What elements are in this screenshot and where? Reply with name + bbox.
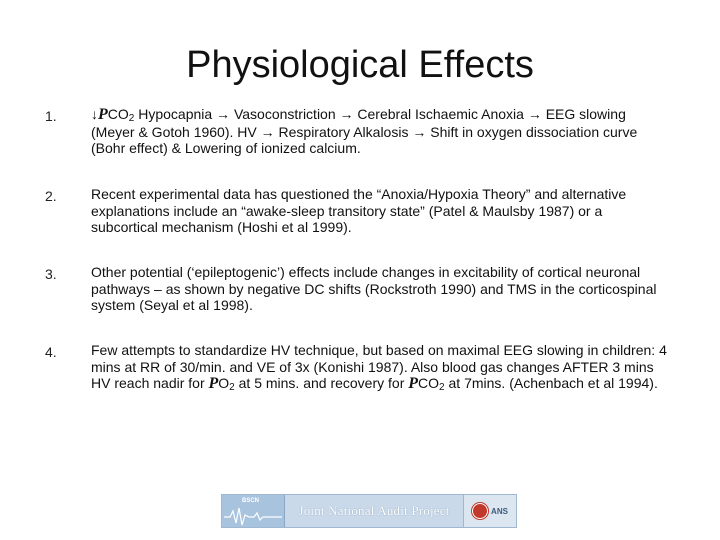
text-segment: Few attempts to standardize HV technique, but based on maximal EEG slowing in children: 4 mins at RR of 30/min. and VE of 3x (Konishi 1987). Also blood gas changes AFTER 3 mins HV reach nadir for xyxy=(91,342,667,391)
footer-banner xyxy=(221,494,517,528)
bscn-logo xyxy=(222,495,285,527)
text-segment: 2 xyxy=(128,113,135,124)
item-number: 4. xyxy=(45,344,57,360)
text-segment: O xyxy=(218,375,230,391)
item-text xyxy=(91,264,671,314)
eeg-wave-icon xyxy=(224,505,282,527)
item-text xyxy=(91,106,671,157)
text-segment: 2 xyxy=(439,382,445,393)
item-number: 2. xyxy=(45,188,57,204)
text-segment: P xyxy=(98,106,108,123)
text-segment: 2 xyxy=(229,382,235,393)
item-number: 1. xyxy=(45,108,57,124)
ans-logo xyxy=(463,495,516,527)
text-segment: ↓ xyxy=(91,106,98,122)
bscn-label: BSCN xyxy=(242,498,260,504)
text-segment: Recent experimental data has questioned the “Anoxia/Hypoxia Theory” and alternative explanations include an “awake-sleep transitory state” (Patel & Maulsby 1987) or a subcortical mechanism (Hoshi et al 1999). xyxy=(91,186,627,235)
item-number: 3. xyxy=(45,266,57,282)
text-segment: CO xyxy=(107,106,129,122)
text-segment: CO xyxy=(418,375,440,391)
text-segment: P xyxy=(208,375,219,392)
text-segment: P xyxy=(408,375,419,392)
item-text xyxy=(91,342,671,393)
text-segment: at 5 mins. and recovery for xyxy=(234,375,409,391)
item-text xyxy=(91,186,671,236)
text-segment: at 7mins. (Achenbach et al 1994). xyxy=(444,375,658,391)
ans-label: ANS xyxy=(491,506,508,516)
banner-text: Joint National Audit Project xyxy=(298,503,450,518)
ans-emblem-icon xyxy=(472,503,488,519)
text-segment: Hypocapnia → Vasoconstriction → Cerebral Ischaemic Anoxia → EEG slowing (Meyer & Gotoh 1960). HV → Respiratory Alkalosis → Shift in oxygen dissociation curve (Bohr effect) & Lowering of ionized calcium. xyxy=(91,106,638,156)
text-segment: Other potential (‘epileptogenic’) effects include changes in excitability of cortical neuronal pathways – as shown by negative DC shifts (Rockstroth 1990) and TMS in the corticospinal system (Seyal et al 1998). xyxy=(91,264,657,313)
slide-title: Physiological Effects xyxy=(186,44,534,86)
